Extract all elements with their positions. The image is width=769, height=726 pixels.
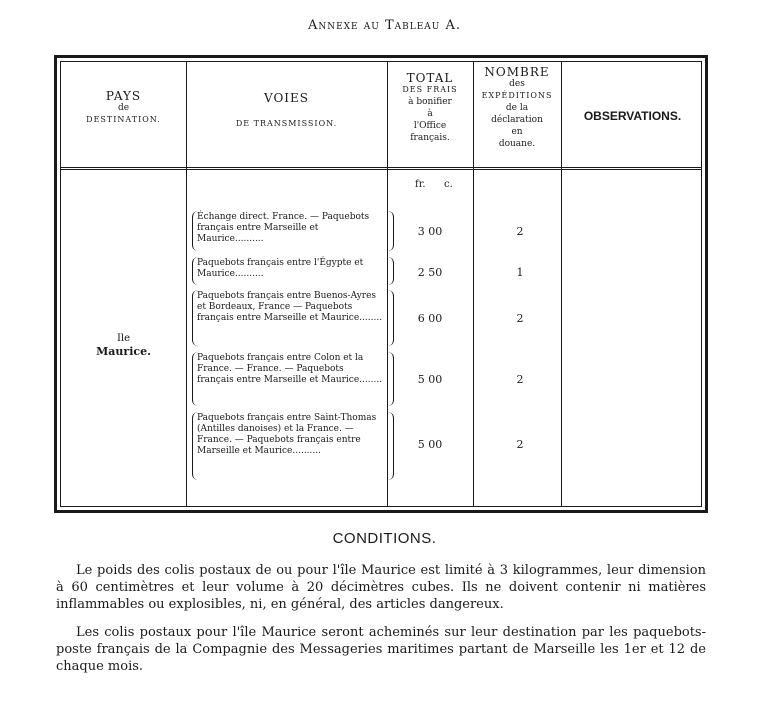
header-divider xyxy=(61,167,701,170)
conditions-paragraph: Les colis postaux pour l'île Maurice seront acheminés sur leur destination par les paquebots-poste français de la Compagnie des Messageries maritimes partant de Marseille les 1er et 12 de chaque mois. xyxy=(56,625,706,674)
count-value: 2 xyxy=(516,312,524,325)
amount-value: 2 50 xyxy=(417,266,443,279)
header-total-title: TOTAL xyxy=(406,71,454,85)
header-nombre-des: des xyxy=(509,79,525,89)
count-value: 1 xyxy=(516,266,524,279)
header-nombre-expeditions: EXPÉDITIONS xyxy=(481,91,553,100)
header-pays xyxy=(61,90,186,126)
header-nombre-douane: douane. xyxy=(498,139,536,149)
header-voies-title: VOIES xyxy=(263,91,309,105)
header-pays-title: PAYS xyxy=(105,89,142,103)
header-total-bonifier: à bonifier xyxy=(408,97,452,107)
count-value: 2 xyxy=(516,438,524,451)
unit-centimes: c. xyxy=(444,179,453,190)
header-voies-subtitle: DE TRANSMISSION. xyxy=(235,119,338,128)
header-pays-de: de xyxy=(117,103,130,113)
header-observations-title: OBSERVATIONS. xyxy=(583,109,682,123)
annex-title: Annexe au Tableau A. xyxy=(307,18,462,33)
header-nombre-dela: de la xyxy=(505,103,529,113)
tariff-table xyxy=(54,55,708,513)
header-nombre-declaration: déclaration xyxy=(491,115,543,125)
count-value: 2 xyxy=(516,225,524,238)
route-text: Paquebots français entre Colon et la France. — France. — Paquebots français entre Marseille et Maurice........ xyxy=(197,353,383,385)
header-nombre-title: NOMBRE xyxy=(484,65,550,79)
header-observations xyxy=(561,110,704,122)
count-value: 2 xyxy=(516,373,524,386)
route-text: Paquebots français entre l'Égypte et Maurice.......... xyxy=(197,258,364,279)
amount-value: 3 00 xyxy=(417,225,443,238)
table-inner-border xyxy=(60,61,702,507)
route-text: Échange direct. France. — Paquebots français entre Marseille et Maurice.......... xyxy=(197,212,370,244)
header-total-frais: DES FRAIS xyxy=(402,85,458,94)
amount-value: 5 00 xyxy=(417,373,443,386)
destination-cell xyxy=(61,332,186,358)
header-nombre-en: en xyxy=(511,127,523,137)
route-text: Paquebots français entre Buenos-Ayres et Bordeaux, France — Paquebots français entre Marseille et Maurice........ xyxy=(197,291,383,323)
unit-francs: fr. xyxy=(415,179,426,190)
header-total xyxy=(387,72,473,144)
header-total-a: à xyxy=(427,109,433,119)
conditions-paragraph: Le poids des colis postaux de ou pour l'île Maurice est limité à 3 kilogrammes, leur dimension à 60 centimètres et leur volume à 20 décimètres cubes. Ils ne doivent contenir ni matières inflammables ou explosibles, ni, en général, des articles dangereux. xyxy=(56,563,706,612)
header-voies xyxy=(186,92,387,130)
header-nombre xyxy=(473,66,561,150)
amount-value: 5 00 xyxy=(417,438,443,451)
header-pays-destination: DESTINATION. xyxy=(86,115,161,124)
conditions-title: CONDITIONS. xyxy=(332,530,437,547)
header-total-office: l'Office xyxy=(413,121,447,131)
destination-name: Maurice. xyxy=(96,345,151,358)
amount-value: 6 00 xyxy=(417,312,443,325)
header-total-francais: français. xyxy=(410,133,450,143)
destination-prefix: Ile xyxy=(116,333,131,344)
route-text: Paquebots français entre Saint-Thomas (Antilles danoises) et la France. — France. — Paquebots français entre Marseille et Maurice.......... xyxy=(197,413,377,456)
